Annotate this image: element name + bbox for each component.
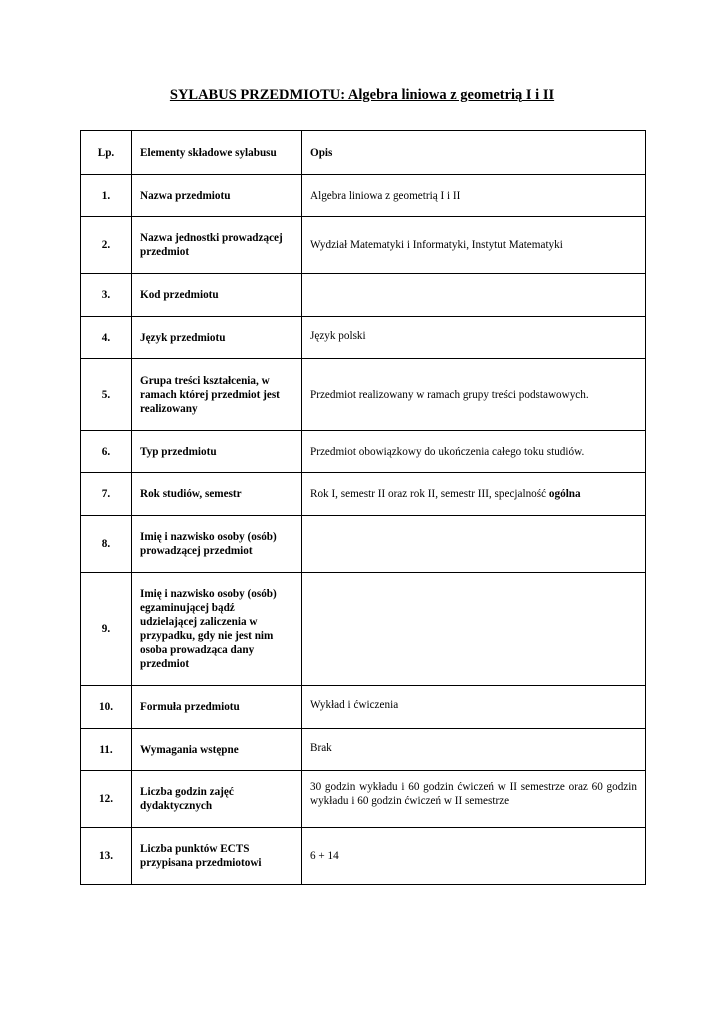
row-description [302,573,646,686]
row-description [302,274,646,317]
table-row [81,217,646,274]
row-description: Wykład i ćwiczenia [302,686,646,729]
row-description: Wydział Matematyki i Informatyki, Instytut Matematyki [302,217,646,274]
table-row [81,359,646,431]
row-element: Typ przedmiotu [132,431,302,473]
table-row [81,317,646,359]
row-number: 5. [81,359,132,431]
table-row [81,175,646,217]
row-element: Liczba punktów ECTS przypisana przedmiotowi [132,828,302,885]
row-number: 3. [81,274,132,317]
table-row [81,431,646,473]
row-description: Język polski [302,317,646,359]
row-number: 8. [81,516,132,573]
row-number: 13. [81,828,132,885]
row-description [302,473,646,516]
table-row [81,729,646,771]
row-element: Grupa treści kształcenia, w ramach której przedmiot jest realizowany [132,359,302,431]
table-row [81,516,646,573]
row-element: Język przedmiotu [132,317,302,359]
row-description: 6 + 14 [302,828,646,885]
table-row [81,828,646,885]
row-number: 1. [81,175,132,217]
row-number: 10. [81,686,132,729]
header-description: Opis [302,131,646,175]
table-row [81,473,646,516]
row-description: 30 godzin wykładu i 60 godzin ćwiczeń w II semestrze oraz 60 godzin wykładu i 60 godzin ćwiczeń w II semestrze [302,771,646,828]
row-number: 7. [81,473,132,516]
row-element: Rok studiów, semestr [132,473,302,516]
document-title: SYLABUS PRZEDMIOTU: Algebra liniowa z geometrią I i II [169,87,555,103]
table-row [81,686,646,729]
row-number: 9. [81,573,132,686]
header-lp: Lp. [81,131,132,175]
row-number: 11. [81,729,132,771]
row-number: 2. [81,217,132,274]
table-row [81,274,646,317]
table-row [81,573,646,686]
description-text: Rok I, semestr II oraz rok II, semestr III, specjalność [310,488,549,500]
row-description: Brak [302,729,646,771]
row-element: Formuła przedmiotu [132,686,302,729]
table-header-row [81,131,646,175]
row-description: Przedmiot realizowany w ramach grupy treści podstawowych. [302,359,646,431]
header-elements: Elementy składowe sylabusu [132,131,302,175]
row-element: Nazwa przedmiotu [132,175,302,217]
row-description [302,516,646,573]
row-number: 12. [81,771,132,828]
row-element: Liczba godzin zajęć dydaktycznych [132,771,302,828]
description-bold-text: ogólna [548,488,581,500]
row-description: Algebra liniowa z geometrią I i II [302,175,646,217]
table-row [81,771,646,828]
row-number: 6. [81,431,132,473]
row-element: Wymagania wstępne [132,729,302,771]
row-description: Przedmiot obowiązkowy do ukończenia całego toku studiów. [302,431,646,473]
row-number: 4. [81,317,132,359]
row-element: Nazwa jednostki prowadzącej przedmiot [132,217,302,274]
row-element: Imię i nazwisko osoby (osób) prowadzącej przedmiot [132,516,302,573]
row-element: Imię i nazwisko osoby (osób) egzaminującej bądź udzielającej zaliczenia w przypadku, gdy nie jest nim osoba prowadząca dany przedmiot [132,573,302,686]
syllabus-table [80,130,646,885]
row-element: Kod przedmiotu [132,274,302,317]
